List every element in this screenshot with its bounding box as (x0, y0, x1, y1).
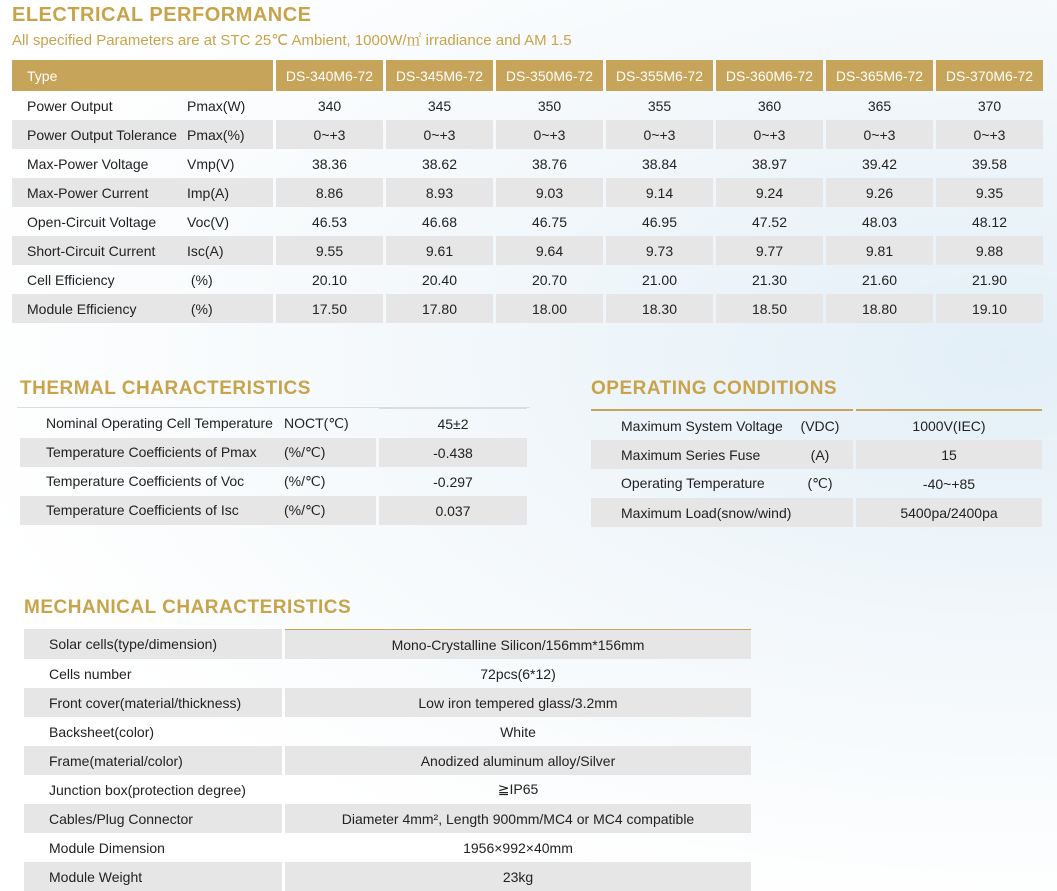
value-cell: 0.037 (379, 496, 527, 525)
parameter-cell (12, 149, 273, 178)
parameter-name: Max-Power Current (27, 184, 149, 201)
parameter-cell (591, 498, 853, 527)
operating-row (591, 440, 1042, 469)
parameter-name: Open-Circuit Voltage (27, 213, 157, 230)
value-cell: 47.52 (751, 213, 788, 230)
value-cell: 48.12 (971, 213, 1008, 230)
parameter-unit: Voc(V) (187, 213, 230, 230)
mechanical-row (24, 746, 751, 775)
parameter-name: Temperature Coefficients of Voc (46, 473, 245, 489)
value-cell: 15 (856, 440, 1042, 469)
mechanical-row (24, 862, 751, 891)
value-cell: 45±2 (379, 408, 527, 438)
value-cell: 18.00 (496, 294, 603, 323)
value-cell: -0.297 (433, 473, 473, 490)
operating-row (591, 409, 1042, 440)
parameter-name: Frame(material/color) (24, 746, 282, 775)
value-cell: 38.36 (311, 155, 348, 172)
value-cell: 19.10 (936, 294, 1043, 323)
parameter-cell (12, 265, 273, 294)
parameter-cell (591, 440, 853, 469)
operating-row (591, 498, 1042, 527)
value-cell: 5400pa/2400pa (856, 498, 1042, 527)
parameter-unit: (℃) (807, 475, 833, 491)
mechanical-row (24, 775, 751, 804)
mechanical-row (24, 659, 751, 688)
value-cell: 38.62 (421, 155, 458, 172)
value-cell: 39.58 (971, 155, 1008, 172)
mechanical-row (24, 629, 751, 659)
value-cell: Mono-Crystalline Silicon/156mm*156mm (285, 629, 751, 659)
thermal-row (20, 496, 527, 525)
parameter-unit: (VDC) (800, 417, 840, 434)
parameter-name: Maximum Series Fuse (621, 446, 761, 463)
value-cell: 0~+3 (276, 120, 383, 149)
value-cell: 9.61 (386, 236, 493, 265)
parameter-cell (12, 91, 273, 120)
parameter-cell (12, 178, 273, 207)
value-cell: 9.03 (496, 178, 603, 207)
parameter-name: Temperature Coefficients of Pmax (46, 444, 257, 460)
parameter-cell (12, 120, 273, 149)
parameter-name: Maximum Load(snow/wind) (621, 504, 792, 521)
value-cell: 17.50 (276, 294, 383, 323)
value-cell: -0.438 (379, 438, 527, 467)
value-cell: 1956×992×40mm (463, 839, 573, 856)
parameter-name: Module Dimension (49, 839, 165, 856)
thermal-table (17, 407, 530, 525)
thermal-row (20, 438, 527, 467)
mechanical-row (24, 833, 751, 862)
parameter-cell (20, 467, 376, 496)
parameter-name: Backsheet(color) (49, 723, 155, 740)
electrical-row (12, 149, 1043, 178)
model-header: DS-365M6-72 (826, 60, 933, 91)
operating-row (591, 469, 1042, 498)
model-header: DS-340M6-72 (276, 60, 383, 91)
parameter-name: Cells number (49, 665, 132, 682)
thermal-title: THERMAL CHARACTERISTICS (20, 378, 311, 399)
parameter-unit: (%/℃) (284, 473, 326, 489)
value-cell: Low iron tempered glass/3.2mm (285, 688, 751, 717)
value-cell: 46.75 (531, 213, 568, 230)
value-cell: 8.86 (276, 178, 383, 207)
parameter-name: Nominal Operating Cell Temperature (46, 414, 273, 431)
value-cell: 0~+3 (936, 120, 1043, 149)
thermal-row (20, 408, 527, 438)
parameter-name: Solar cells(type/dimension) (24, 629, 282, 659)
parameter-cell (20, 438, 376, 467)
parameter-unit: Vmp(V) (187, 155, 235, 172)
value-cell: 18.80 (826, 294, 933, 323)
model-header: DS-355M6-72 (606, 60, 713, 91)
electrical-table (9, 60, 1046, 323)
mechanical-title: MECHANICAL CHARACTERISTICS (24, 597, 352, 618)
parameter-unit: (%/℃) (284, 444, 326, 460)
value-cell: 9.55 (276, 236, 383, 265)
parameter-unit: Pmax(%) (187, 126, 245, 143)
value-cell: Anodized aluminum alloy/Silver (285, 746, 751, 775)
electrical-subtitle: All specified Parameters are at STC 25℃ Ambient, 1000W/㎡ irradiance and AM 1.5 (12, 32, 572, 49)
value-cell: 9.35 (936, 178, 1043, 207)
operating-table (588, 409, 1045, 527)
value-cell: 9.64 (496, 236, 603, 265)
parameter-cell (12, 236, 273, 265)
parameter-cell (591, 469, 853, 498)
parameter-unit: Pmax(W) (187, 97, 246, 114)
value-cell: 46.68 (421, 213, 458, 230)
mechanical-row (24, 688, 751, 717)
value-cell: 350 (537, 97, 562, 114)
value-cell: 0~+3 (716, 120, 823, 149)
parameter-name: Junction box(protection degree) (49, 781, 246, 798)
value-cell: 365 (867, 97, 892, 114)
parameter-unit: (%) (187, 300, 213, 317)
value-cell: 0~+3 (826, 120, 933, 149)
parameter-cell (12, 207, 273, 236)
value-cell: 355 (647, 97, 672, 114)
value-cell: 20.10 (311, 271, 348, 288)
mechanical-row (24, 717, 751, 746)
value-cell: 46.53 (311, 213, 348, 230)
parameter-name: Module Efficiency (27, 300, 137, 317)
value-cell: 46.95 (641, 213, 678, 230)
value-cell: 38.84 (641, 155, 678, 172)
parameter-cell (20, 408, 376, 438)
value-cell: 21.00 (641, 271, 678, 288)
parameter-unit: (%/℃) (284, 502, 326, 518)
value-cell: 18.30 (606, 294, 713, 323)
electrical-row (12, 294, 1043, 323)
value-cell: 9.88 (936, 236, 1043, 265)
parameter-unit: (A) (810, 446, 830, 463)
electrical-title: ELECTRICAL PERFORMANCE (12, 4, 312, 26)
parameter-name: Cables/Plug Connector (24, 804, 282, 833)
electrical-row (12, 178, 1043, 207)
value-cell: 21.30 (751, 271, 788, 288)
type-header: Type (12, 60, 273, 91)
electrical-header-row (12, 60, 1043, 91)
value-cell: 1000V(IEC) (856, 409, 1042, 440)
value-cell: 345 (427, 97, 452, 114)
value-cell: ≧IP65 (497, 781, 539, 797)
value-cell: 17.80 (386, 294, 493, 323)
electrical-row (12, 207, 1043, 236)
value-cell: 370 (977, 97, 1002, 114)
model-header: DS-360M6-72 (716, 60, 823, 91)
parameter-name: Cell Efficiency (27, 271, 115, 288)
parameter-unit: (%) (187, 271, 213, 288)
value-cell: 9.81 (826, 236, 933, 265)
value-cell: 9.26 (826, 178, 933, 207)
parameter-name: Front cover(material/thickness) (24, 688, 282, 717)
value-cell: 38.76 (531, 155, 568, 172)
parameter-name: Module Weight (24, 862, 282, 891)
model-header: DS-345M6-72 (386, 60, 493, 91)
value-cell: 48.03 (861, 213, 898, 230)
parameter-cell (12, 294, 273, 323)
value-cell: 18.50 (716, 294, 823, 323)
parameter-name: Maximum System Voltage (621, 417, 783, 434)
mechanical-row (24, 804, 751, 833)
parameter-name: Max-Power Voltage (27, 155, 149, 172)
value-cell: 9.14 (606, 178, 713, 207)
electrical-row (12, 236, 1043, 265)
value-cell: Diameter 4mm², Length 900mm/MC4 or MC4 compatible (285, 804, 751, 833)
mechanical-table (21, 629, 754, 891)
parameter-name: Short-Circuit Current (27, 242, 156, 259)
value-cell: -40~+85 (922, 475, 976, 492)
thermal-row (20, 467, 527, 496)
parameter-unit: NOCT(℃) (284, 414, 349, 431)
value-cell: 23kg (285, 862, 751, 891)
electrical-row (12, 265, 1043, 294)
value-cell: 9.77 (716, 236, 823, 265)
value-cell: 38.97 (751, 155, 788, 172)
value-cell: 72pcs(6*12) (480, 665, 556, 682)
model-header: DS-350M6-72 (496, 60, 603, 91)
value-cell: 0~+3 (496, 120, 603, 149)
parameter-name: Power Output Tolerance (27, 126, 177, 143)
parameter-cell (20, 496, 376, 525)
value-cell: 9.73 (606, 236, 713, 265)
value-cell: 0~+3 (606, 120, 713, 149)
value-cell: 340 (317, 97, 342, 114)
parameter-name: Temperature Coefficients of Isc (46, 502, 239, 518)
value-cell: 9.24 (716, 178, 823, 207)
model-header: DS-370M6-72 (936, 60, 1043, 91)
value-cell: 0~+3 (386, 120, 493, 149)
value-cell: 21.90 (971, 271, 1008, 288)
operating-title: OPERATING CONDITIONS (591, 378, 838, 399)
parameter-name: Power Output (27, 97, 113, 114)
value-cell: 21.60 (861, 271, 898, 288)
value-cell: 20.40 (421, 271, 458, 288)
value-cell: White (500, 723, 536, 740)
value-cell: 39.42 (861, 155, 898, 172)
value-cell: 20.70 (531, 271, 568, 288)
parameter-name: Operating Temperature (621, 475, 765, 491)
electrical-row (12, 91, 1043, 120)
parameter-unit: Isc(A) (187, 242, 224, 259)
parameter-cell (591, 409, 853, 440)
value-cell: 360 (757, 97, 782, 114)
parameter-unit: Imp(A) (187, 184, 229, 201)
value-cell: 8.93 (386, 178, 493, 207)
electrical-row (12, 120, 1043, 149)
